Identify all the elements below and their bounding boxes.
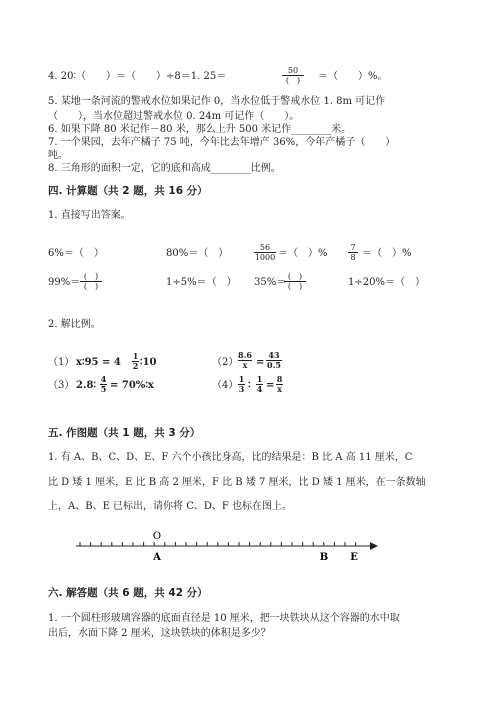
prop-4-colon: ∶	[248, 380, 251, 391]
q4-end: ＝（ ）%。	[318, 71, 388, 82]
number-line-arrow	[370, 542, 378, 550]
section-5-title: 五. 作图题（共 1 题，共 3 分）	[48, 427, 201, 439]
q5-line1: 5. 某地一条河流的警戒水位如果记作 0，当水位低于警戒水位 1. 8m 可记作	[48, 96, 386, 107]
prop-1-fraction: 1 2	[132, 351, 139, 371]
sec5-line1: 1. 有 A、B、C、D、E、F 六个小孩比身高，比的结果是：B 比 A 高 11 厘米，C	[48, 452, 413, 463]
calc-r2c4: 1÷20%＝（ ）	[348, 277, 425, 288]
prop-1-number: （1）	[48, 357, 75, 368]
prop-3-right: = 70%∶x	[110, 380, 154, 391]
q7-line1: 7. 一个果园，去年产橘子 75 吨，今年比去年增产 36%，今年产橘子（ ）	[48, 137, 396, 148]
prop-3-fraction: 4 5	[100, 374, 107, 394]
sec6-line2: 出后，水面下降 2 厘米，这块铁块的体积是多少？	[48, 628, 271, 639]
number-line-ticks	[80, 542, 356, 546]
q6-text: 6. 如果下降 80 米记作－80 米，那么上升 500 米记作________米。	[48, 124, 352, 135]
q4-fraction: 50 ( )	[282, 66, 304, 85]
point-b-label: B	[319, 552, 329, 562]
calc-r2c2: 1÷5%＝（ ）	[166, 277, 237, 288]
proportion-instruction: 2. 解比例。	[48, 319, 101, 330]
q5-line2: （ ），当水位超过警戒水位 0. 24m 可记作（ ）。	[48, 111, 300, 122]
calc-r1c2: 80%＝（ ）	[166, 248, 229, 259]
calc-r1c4-end: ＝（ ）%	[362, 248, 412, 259]
prop-4-number: （4）	[212, 380, 239, 391]
prop-2-fraction-b: 43 0.5	[267, 350, 281, 370]
section-6-title: 六. 解答题（共 6 题，共 42 分）	[48, 587, 208, 599]
calc-r2c3-fraction: ( ) ( )	[284, 272, 306, 291]
calc-r2c1-fraction: ( ) ( )	[80, 272, 102, 291]
prop-3-number: （3）	[48, 380, 75, 391]
q8-text: 8. 三角形的面积一定，它的底和高成________比例。	[48, 163, 281, 174]
number-line	[74, 530, 404, 562]
sec6-line1: 1. 一个圆柱形玻璃容器的底面直径是 10 厘米，把一块铁块从这个容器的水中取	[48, 613, 400, 624]
prop-1-left: x∶95 = 4	[76, 357, 121, 368]
q4-line: 4. 20∶（ ）＝（ ）÷8＝1. 25＝	[48, 71, 227, 82]
point-e-label: E	[350, 552, 358, 562]
prop-4-fraction-a: 1 3	[238, 374, 245, 394]
q7-line2: 吨。	[48, 150, 68, 161]
prop-4-equals: =	[266, 380, 275, 391]
prop-3-left: 2.8∶	[76, 380, 96, 391]
prop-1-right: ∶10	[140, 357, 157, 368]
sec5-line3: 上，A、B、E 已标出，请你将 C、D、F 也标在图上。	[48, 501, 293, 512]
calc-r1c1: 6%＝（ ）	[48, 248, 104, 259]
section-4-title: 四. 计算题（共 2 题，共 16 分）	[48, 185, 208, 197]
point-a-label: A	[153, 552, 161, 562]
calc-instruction: 1. 直接写出答案。	[48, 210, 131, 221]
calc-r1c4-fraction: 7 8	[348, 243, 358, 262]
origin-label: O	[152, 531, 162, 542]
prop-4-fraction-c: 8 x	[276, 374, 283, 394]
prop-2-fraction-a: 8.6 x	[238, 350, 252, 370]
calc-r2c3-pre: 35%＝	[254, 277, 287, 288]
prop-2-number: （2）	[212, 357, 239, 368]
calc-r1c3-end: ＝（ ）%	[278, 248, 328, 259]
prop-4-fraction-b: 1 4	[256, 374, 263, 394]
sec5-line2: 比 D 矮 1 厘米，E 比 B 高 2 厘米，F 比 B 矮 7 厘米，比 D 矮 1 厘米，在一条数轴	[48, 477, 426, 488]
prop-2-equals: =	[256, 357, 265, 368]
calc-r1c3-fraction: 56 1000	[254, 243, 276, 262]
calc-r2c1-pre: 99%＝	[48, 277, 81, 288]
